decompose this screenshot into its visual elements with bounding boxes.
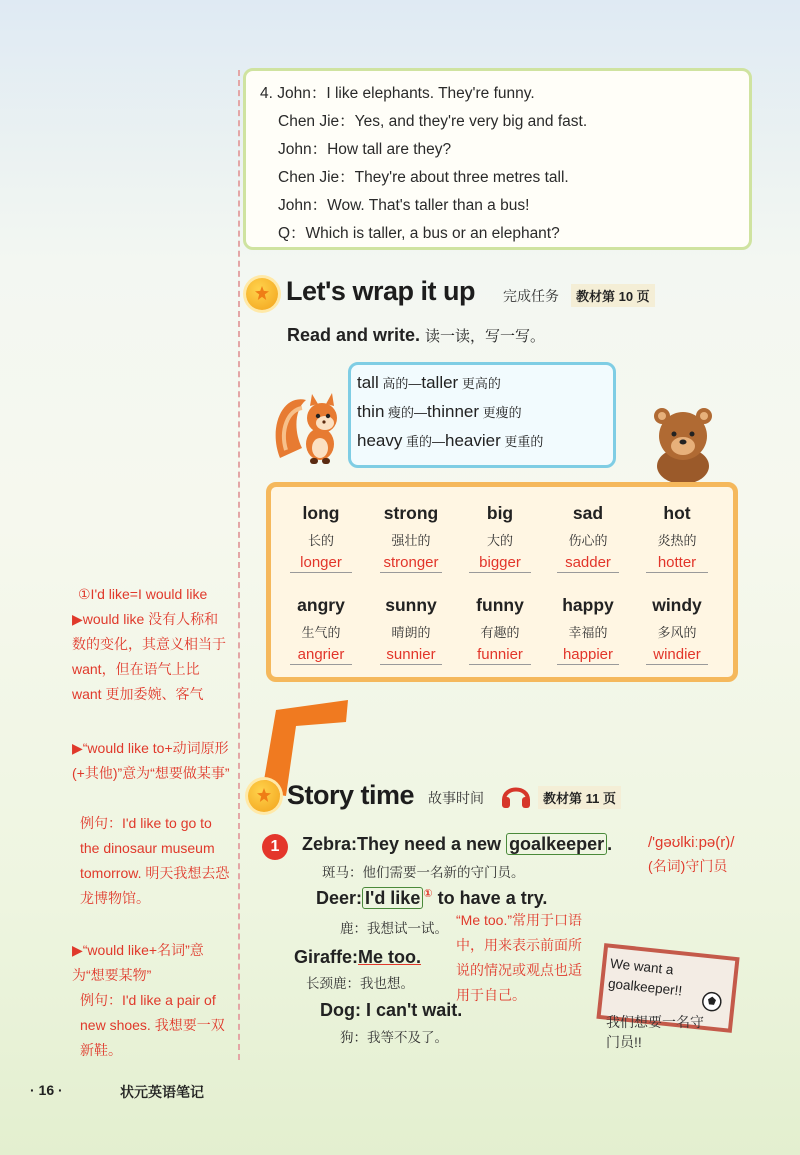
story-number: 1 xyxy=(262,834,288,860)
margin-divider xyxy=(238,70,240,1060)
soccer-ball-icon xyxy=(700,990,724,1014)
headphones-icon xyxy=(500,780,532,810)
word-base: sunny xyxy=(385,595,437,615)
word-cell xyxy=(455,503,545,573)
word-cn: 大的 xyxy=(486,533,513,548)
story-text: . xyxy=(607,834,613,854)
word-cn: 生气的 xyxy=(301,625,341,640)
example-cn: 重的— xyxy=(402,434,445,449)
book-ref-story: 教材第 11 页 xyxy=(538,786,621,809)
word-base: funny xyxy=(476,595,524,615)
example-word: tall xyxy=(357,373,379,392)
speaker: Zebra: xyxy=(302,834,358,854)
section-title-wrap: Let's wrap it up xyxy=(286,276,475,306)
example-comparative: heavier xyxy=(445,431,501,450)
note-1-body: ▶would like 没有人称和数的变化，其意义相当于 want，但在语气上比 want 更加委婉、客气 xyxy=(72,611,226,702)
dialogue-line: Chen Jie：They're about three metres tall. xyxy=(278,169,569,186)
dialogue-line: 4. John：I like elephants. They're funny. xyxy=(260,85,535,102)
word-base: big xyxy=(486,503,514,523)
word-answer: stronger xyxy=(380,554,442,573)
example-word: thin xyxy=(357,402,385,421)
phonetic: /'ɡəʊlkiːpə(r)/ xyxy=(648,834,735,851)
word-cn: 晴朗的 xyxy=(391,625,431,640)
word-answer: angrier xyxy=(290,646,352,665)
example-comparative: taller xyxy=(421,373,459,392)
dialogue-line: John：Wow. That's taller than a bus! xyxy=(278,197,530,214)
example-comparative: thinner xyxy=(427,402,480,421)
example-cn: 更重的 xyxy=(500,434,544,449)
dialogue-box xyxy=(243,68,752,250)
story-text: to have a try. xyxy=(432,888,548,908)
word-cell xyxy=(632,595,722,665)
example-line xyxy=(357,402,522,422)
note-2-body: ▶“would like to+动词原形(+其他)”意为“想要做某事” xyxy=(72,740,230,781)
highlight-word: I'd like xyxy=(362,887,423,909)
word-cn: 幸福的 xyxy=(568,625,608,640)
word-base: angry xyxy=(297,595,345,615)
dialogue-line: Q：Which is taller, a bus or an elephant? xyxy=(278,225,560,242)
section-title-story: Story time xyxy=(287,780,415,810)
highlight-word: Me too. xyxy=(358,947,422,967)
bear-icon xyxy=(648,404,718,482)
word-answer: windier xyxy=(646,646,708,665)
me-too-note: “Me too.”常用于口语中，用来表示前面所说的情况或观点也适用于自己。 xyxy=(456,912,583,1003)
note-3-example: 例句：I'd like a pair of new shoes. 我想要一双新鞋。 xyxy=(80,992,225,1058)
word-cn: 多风的 xyxy=(657,625,697,640)
word-cn: 伤心的 xyxy=(568,533,608,548)
example-cn: 高的— xyxy=(378,376,422,391)
dialogue-line: Chen Jie：Yes, and they're very big and fast. xyxy=(278,113,588,130)
sign-text: We want a goalkeeper!! xyxy=(607,955,683,999)
word-cell xyxy=(455,595,545,665)
word-cell xyxy=(543,503,633,573)
word-cn: 有趣的 xyxy=(480,625,520,640)
section-subtitle-story: 故事时间 xyxy=(428,790,484,806)
book-ref-wrap: 教材第 10 页 xyxy=(571,284,655,307)
story-line-deer xyxy=(316,887,547,909)
story-text: They need a new xyxy=(357,834,507,854)
example-cn: 更高的 xyxy=(458,376,501,391)
word-cell xyxy=(366,503,456,573)
story-cn-giraffe: 长颈鹿：我也想。 xyxy=(306,976,414,991)
section-star-icon xyxy=(248,780,280,812)
note-2-example: 例句：I'd like to go to the dinosaur museum tomorrow. 明天我想去恐龙博物馆。 xyxy=(80,815,230,906)
example-line xyxy=(357,431,543,451)
word-cell xyxy=(366,595,456,665)
word-base: hot xyxy=(663,503,691,523)
word-answer: happier xyxy=(557,646,619,665)
word-cn: 强壮的 xyxy=(391,533,431,548)
word-answer: bigger xyxy=(469,554,531,573)
book-title: 状元英语笔记 xyxy=(120,1084,204,1100)
example-word: heavy xyxy=(357,431,403,450)
word-cn: 炎热的 xyxy=(657,533,697,548)
instruction-cn: 读一读，写一写。 xyxy=(425,328,546,345)
example-cn: 更瘦的 xyxy=(479,405,522,420)
instruction-en: Read and write. xyxy=(287,325,421,345)
section-star-icon xyxy=(246,278,278,310)
story-line-zebra xyxy=(302,834,612,855)
example-cn: 瘦的— xyxy=(384,405,428,420)
speaker: Giraffe: xyxy=(294,947,359,967)
dialogue-line: John：How tall are they? xyxy=(278,141,452,158)
word-cell xyxy=(276,595,366,665)
word-cn: 长的 xyxy=(307,533,334,548)
comparative-example-box xyxy=(348,362,616,468)
word-base: windy xyxy=(652,595,702,615)
word-base: strong xyxy=(383,503,439,523)
word-cell xyxy=(543,595,633,665)
word-answer: sunnier xyxy=(380,646,442,665)
note-1-title: ①I'd like=I would like xyxy=(78,586,208,602)
story-cn-zebra: 斑马：他们需要一名新的守门员。 xyxy=(322,865,525,880)
word-base: sad xyxy=(572,503,604,523)
page-number: · 16 · xyxy=(30,1082,63,1098)
squirrel-icon xyxy=(272,388,348,468)
story-cn-deer: 鹿：我想试一试。 xyxy=(340,921,448,936)
word-base: long xyxy=(302,503,340,523)
note-marker: ① xyxy=(423,888,433,900)
word-table xyxy=(266,482,738,682)
word-cell xyxy=(276,503,366,573)
word-answer: sadder xyxy=(557,554,619,573)
instruction xyxy=(287,325,545,346)
speaker: Deer: xyxy=(316,888,363,908)
word-answer: funnier xyxy=(469,646,531,665)
word-answer: longer xyxy=(290,554,352,573)
story-line-giraffe xyxy=(294,947,421,968)
highlight-word: goalkeeper xyxy=(506,833,607,855)
story-cn-dog: 狗：我等不及了。 xyxy=(340,1030,448,1045)
story-line-dog: Dog: I can't wait. xyxy=(320,1000,463,1020)
section-subtitle-wrap: 完成任务 xyxy=(503,288,559,304)
word-base: happy xyxy=(562,595,614,615)
word-cell xyxy=(632,503,722,573)
word-answer: hotter xyxy=(646,554,708,573)
phonetic-cn: (名词)守门员 xyxy=(648,858,728,874)
example-line xyxy=(357,373,501,393)
sign-cn: 我们想要一名守门员!! xyxy=(606,1014,704,1050)
note-3-body: ▶“would like+名词”意为“想要某物” xyxy=(72,942,204,983)
